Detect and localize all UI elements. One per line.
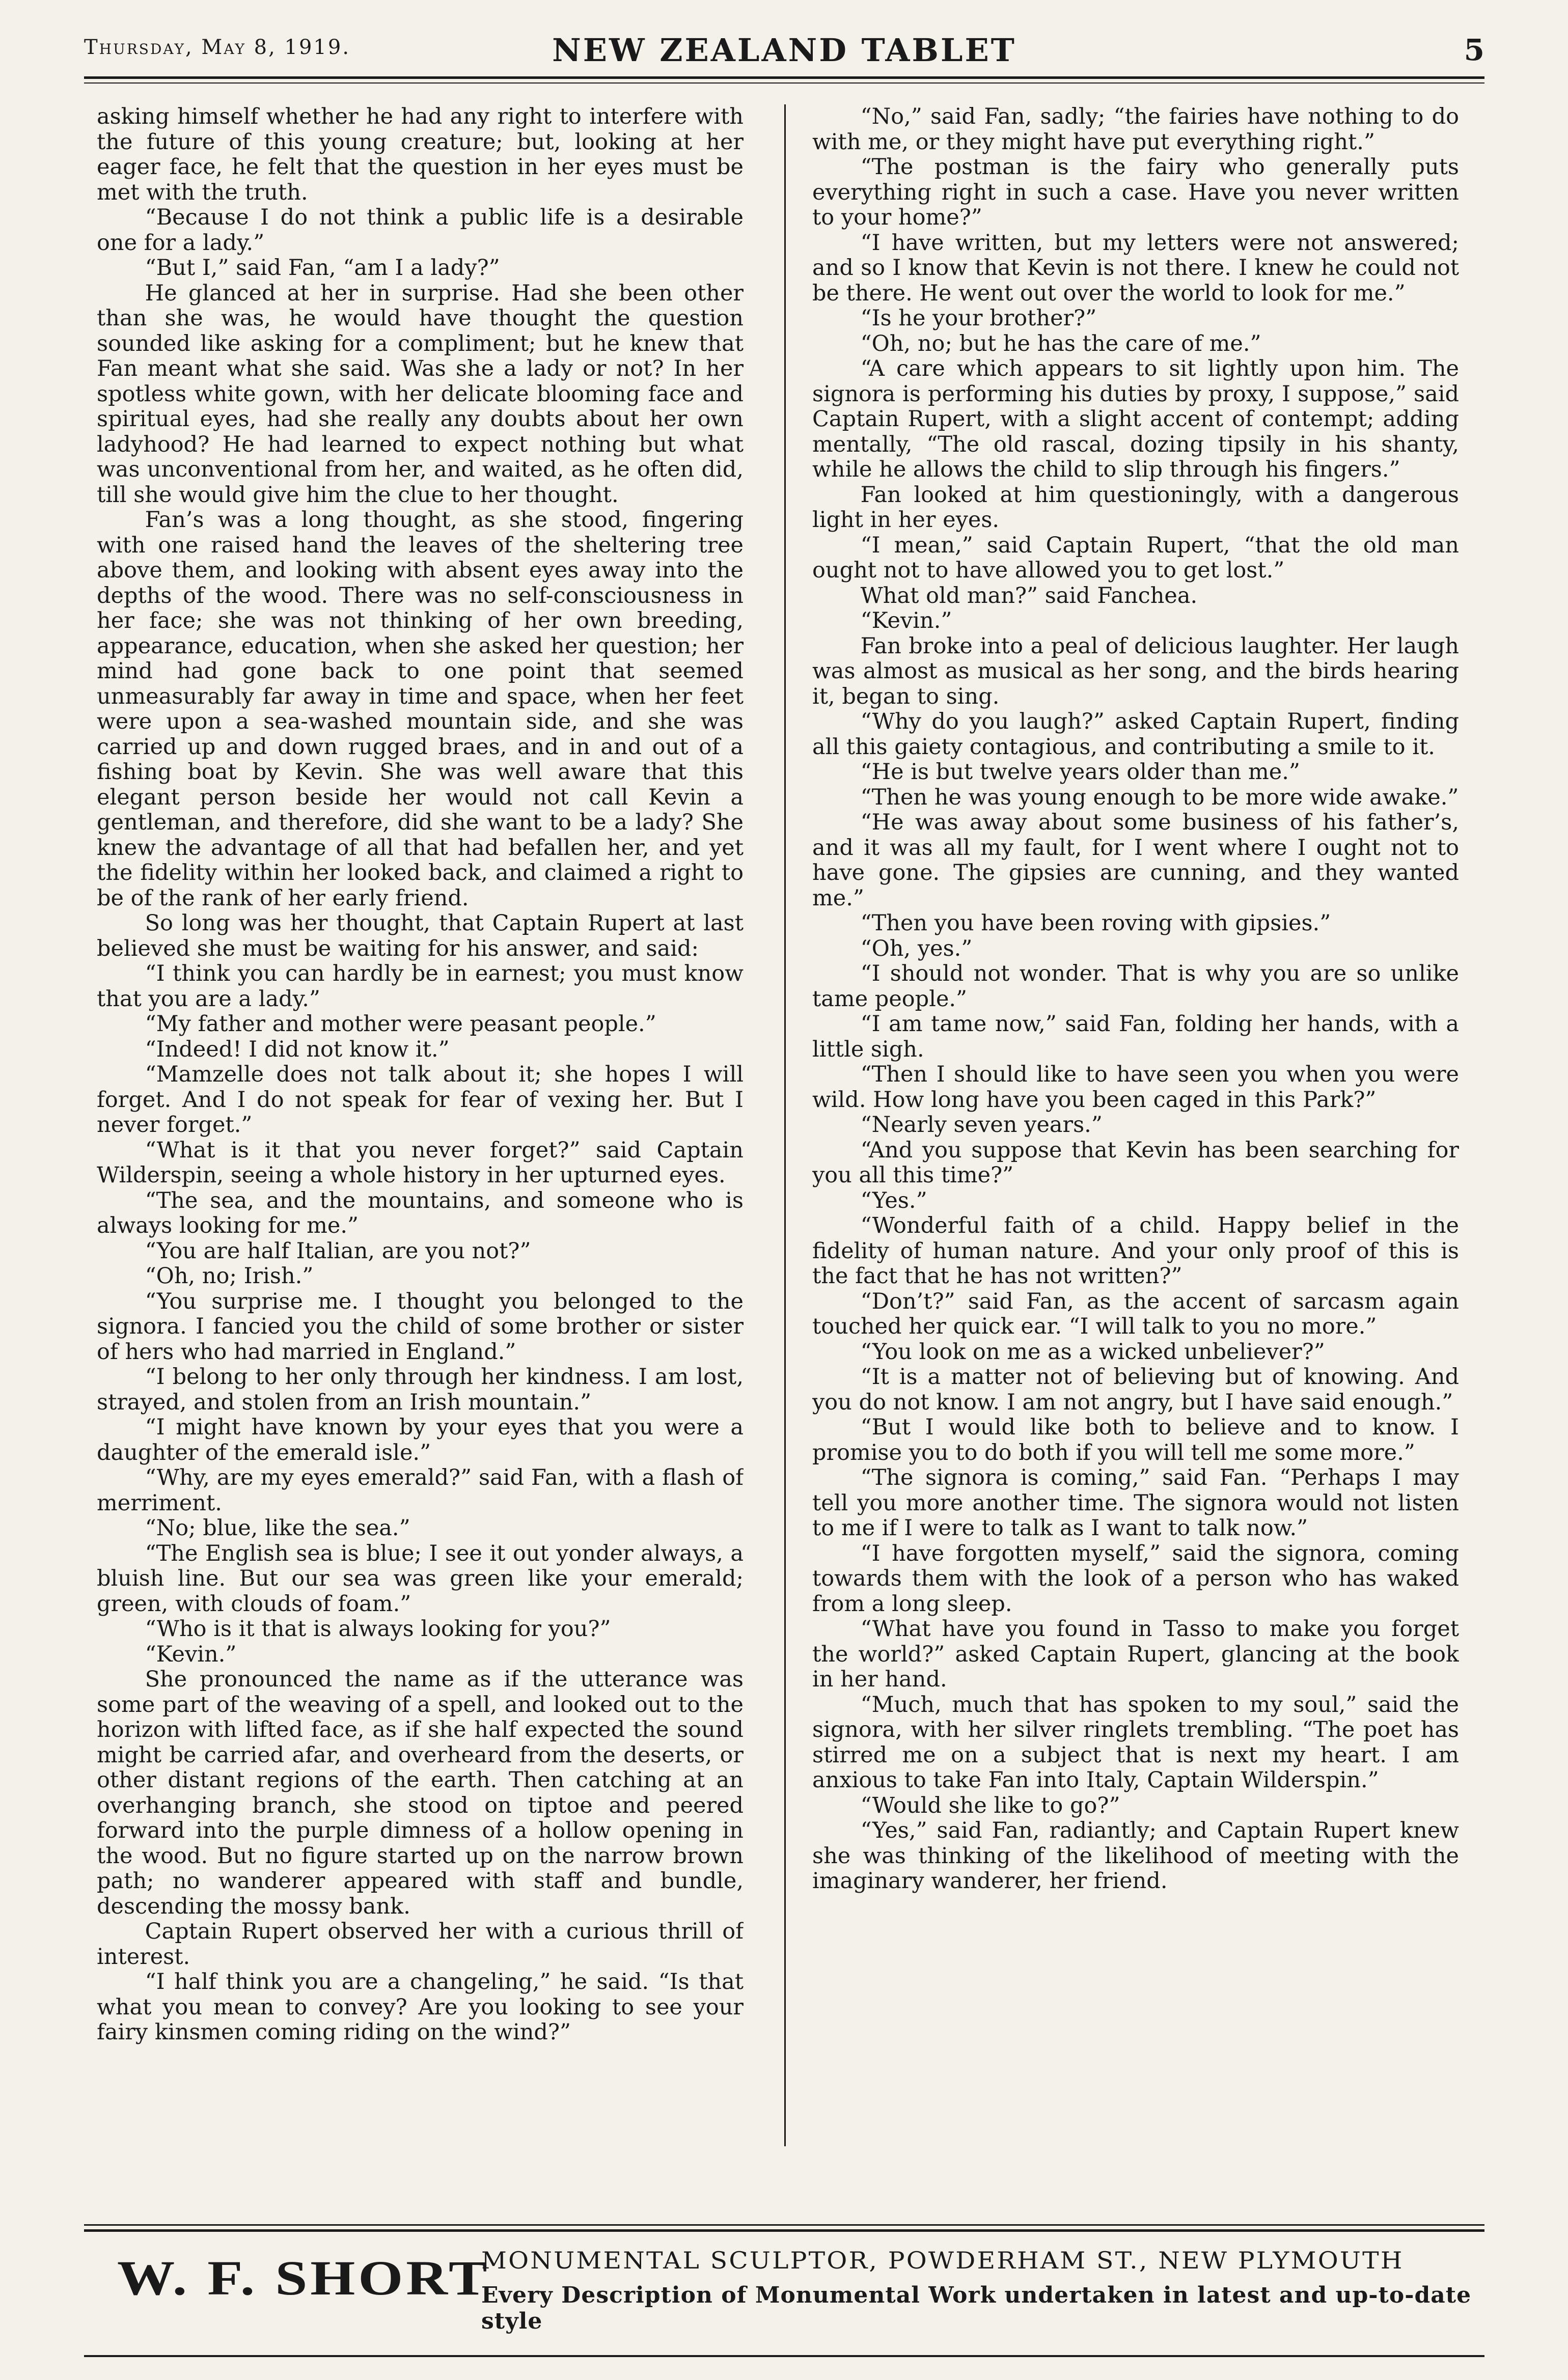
- paragraph: “I have written, but my letters were not answered; and so I know that Kevin is not there. I knew he could not be there. He went out over the world to look for me.”: [812, 230, 1459, 306]
- paragraph: “What have you found in Tasso to make you forget the world?” asked Captain Rupert, glancing at the book in her hand.: [812, 1616, 1459, 1692]
- paragraph: “Kevin.”: [860, 608, 952, 633]
- paragraph: “Mamzelle does not talk about it; she hopes I will forget. And I do not speak for fear of vexing her. But I never forget.”: [97, 1062, 744, 1138]
- paragraph: “No,” said Fan, sadly; “the fairies have nothing to do with me, or they might have put everything right.”: [812, 104, 1459, 155]
- paragraph: Fan’s was a long thought, as she stood, fingering with one raised hand the leaves of the sheltering tree above them, and looking with absent eyes away into the depths of the wood. There was no self-consciousness in her face; she was not thinking of her own breeding, appearance, education, when she asked her question; her mind had gone back to one point that seemed unmeasurably far away in time and space, when her feet were upon a sea-washed mountain side, and she was carried up and down rugged braes, and in and out of a fishing boat by Kevin. She was well aware that this elegant person beside her would not call Kevin a gentleman, and therefore, did she want to be a lady? She knew the advantage of all that had befallen her, and yet the fidelity within her looked back, and claimed a right to be of the rank of her early friend.: [97, 507, 744, 911]
- advertiser-address: MONUMENTAL SCULPTOR, POWDERHAM ST., NEW PLYMOUTH: [481, 2247, 1404, 2274]
- advertiser-name: W. F. SHORT: [117, 2251, 490, 2305]
- paragraph: “I belong to her only through her kindness. I am lost, strayed, and stolen from an Irish mountain.”: [97, 1364, 744, 1415]
- paragraph: “You surprise me. I thought you belonged to the signora. I fancied you the child of some brother or sister of hers who had married in England.”: [97, 1288, 744, 1365]
- header-rule-thin: [84, 82, 1484, 84]
- paragraph: “Wonderful faith of a child. Happy belief in the fidelity of human nature. And your only proof of this is the fact that he has not written?”: [812, 1213, 1459, 1289]
- paragraph: “A care which appears to sit lightly upon him. The signora is performing his duties by proxy, I suppose,” said Captain Rupert, with a slight accent of contempt; adding mentally, “The old rascal, dozing tipsily in his shanty, while he allows the child to slip through his fingers.”: [812, 356, 1459, 482]
- right-column: [812, 104, 1459, 2151]
- page-number: 5: [1464, 33, 1484, 67]
- paragraph: “The signora is coming,” said Fan. “Perhaps I may tell you more another time. The signora would not listen to me if I were to talk as I want to talk now.”: [812, 1465, 1459, 1541]
- paragraph: “Because I do not think a public life is a desirable one for a lady.”: [97, 205, 744, 256]
- page-bottom-rule: [84, 2355, 1484, 2357]
- paragraph: “It is a matter not of believing but of knowing. And you do not know. I am not angry, but I have said enough.”: [812, 1364, 1459, 1415]
- paragraph: “Indeed! I did not know it.”: [145, 1036, 450, 1062]
- paragraph: “I half think you are a changeling,” he said. “Is that what you mean to convey? Are you looking to see your fairy kinsmen coming riding on the wind?”: [97, 1969, 744, 2045]
- paragraph: “Nearly seven years.”: [860, 1112, 1103, 1138]
- paragraph: “The English sea is blue; I see it out yonder always, a bluish line. But our sea was green like your emerald; green, with clouds of foam.”: [97, 1540, 744, 1617]
- paragraph: “Yes.”: [860, 1187, 927, 1213]
- paragraph: “The postman is the fairy who generally puts everything right in such a case. Have you never written to your home?”: [812, 154, 1459, 230]
- paragraph: “I am tame now,” said Fan, folding her hands, with a little sigh.: [812, 1011, 1459, 1062]
- paragraph: “Then I should like to have seen you when you were wild. How long have you been caged in this Park?”: [812, 1062, 1459, 1113]
- paragraph: She pronounced the name as if the utterance was some part of the weaving of a spell, and looked out to the horizon with lifted face, as if she half expected the sound might be carried afar, and overheard from the deserts, or other distant regions of the earth. Then catching at an overhanging branch, she stood on tiptoe and peered forward into the purple dimness of a hollow opening in the wood. But no figure started up on the narrow brown path; no wanderer appeared with staff and bundle, descending the mossy bank.: [97, 1667, 744, 1919]
- paragraph: “My father and mother were peasant people.”: [145, 1011, 656, 1037]
- paragraph: “I think you can hardly be in earnest; you must know that you are a lady.”: [97, 961, 744, 1012]
- paragraph: “Why, are my eyes emerald?” said Fan, with a flash of merriment.: [97, 1465, 744, 1516]
- paragraph: “But I would like both to believe and to know. I promise you to do both if you will tell me some more.”: [812, 1415, 1459, 1465]
- newspaper-title: NEW ZEALAND TABLET: [552, 32, 1016, 69]
- advertiser-tagline: Every Description of Monumental Work undertaken in latest and up-to-date style: [481, 2282, 1472, 2334]
- paragraph: What old man?” said Fanchea.: [860, 583, 1198, 608]
- paragraph: “Oh, no; Irish.”: [145, 1263, 314, 1289]
- paragraph: “He was away about some business of his father’s, and it was all my fault, for I went where I ought not to have gone. The gipsies are cunning, and they wanted me.”: [812, 810, 1459, 911]
- left-column: [97, 104, 744, 2151]
- masthead: [84, 32, 1484, 74]
- paragraph: “You are half Italian, are you not?”: [145, 1238, 531, 1264]
- paragraph: “Kevin.”: [145, 1641, 237, 1667]
- issue-date: Thursday, May 8, 1919.: [84, 36, 351, 59]
- paragraph: “You look on me as a wicked unbeliever?”: [860, 1339, 1325, 1365]
- paragraph: “The sea, and the mountains, and someone who is always looking for me.”: [97, 1187, 744, 1238]
- paragraph: “Why do you laugh?” asked Captain Rupert, finding all this gaiety contagious, and contributing a smile to it.: [812, 709, 1459, 760]
- footer-rule-thin: [84, 2224, 1484, 2226]
- paragraph: He glanced at her in surprise. Had she been other than she was, he would have thought the question sounded like asking for a compliment; but he knew that Fan meant what she said. Was she a lady or not? In her spotless white gown, with her delicate blooming face and spiritual eyes, had she really any doubts about her own ladyhood? He had learned to expect nothing but what was unconventional from her, and waited, as he often did, till she would give him the clue to her thought.: [97, 280, 744, 508]
- footer-rule: [84, 2229, 1484, 2232]
- paragraph: “I have forgotten myself,” said the signora, coming towards them with the look of a person who has waked from a long sleep.: [812, 1540, 1459, 1617]
- paragraph: “But I,” said Fan, “am I a lady?”: [145, 255, 500, 281]
- paragraph: “Oh, no; but he has the care of me.”: [860, 330, 1261, 356]
- paragraph: “Oh, yes.”: [860, 935, 973, 961]
- paragraph: Fan broke into a peal of delicious laughter. Her laugh was almost as musical as her song, and the birds hearing it, began to sing.: [812, 633, 1459, 709]
- header-rule: [84, 76, 1484, 79]
- paragraph: “I might have known by your eyes that you were a daughter of the emerald isle.”: [97, 1415, 744, 1465]
- paragraph: Captain Rupert observed her with a curious thrill of interest.: [97, 1919, 744, 1970]
- paragraph: “He is but twelve years older than me.”: [860, 759, 1300, 785]
- paragraph: “Who is it that is always looking for you?”: [145, 1616, 611, 1642]
- paragraph: “Then you have been roving with gipsies.”: [860, 910, 1331, 936]
- paragraph: “I mean,” said Captain Rupert, “that the old man ought not to have allowed you to get lost.”: [812, 532, 1459, 583]
- paragraph: Fan looked at him questioningly, with a dangerous light in her eyes.: [812, 482, 1459, 533]
- paragraph: “Much, much that has spoken to my soul,” said the signora, with her silver ringlets trembling. “The poet has stirred me on a subject that is next my heart. I am anxious to take Fan into Italy, Captain Wilderspin.”: [812, 1692, 1459, 1793]
- paragraph: “Is he your brother?”: [860, 306, 1097, 331]
- paragraph: “Yes,” said Fan, radiantly; and Captain Rupert knew she was thinking of the likelihood of meeting with the imaginary wanderer, her friend.: [812, 1818, 1459, 1894]
- column-divider: [784, 104, 786, 2146]
- paragraph: “Don’t?” said Fan, as the accent of sarcasm again touched her quick ear. “I will talk to you no more.”: [812, 1288, 1459, 1339]
- paragraph: “Would she like to go?”: [860, 1792, 1120, 1818]
- paragraph: asking himself whether he had any right to interfere with the future of this young creature; but, looking at her eager face, he felt that the question in her eyes must be met with the truth.: [97, 104, 744, 205]
- advertisement: [117, 2240, 1487, 2353]
- paragraph: “No; blue, like the sea.”: [145, 1515, 410, 1541]
- paragraph: “I should not wonder. That is why you are so unlike tame people.”: [812, 961, 1459, 1012]
- paragraph: “What is it that you never forget?” said Captain Wilderspin, seeing a whole history in her upturned eyes.: [97, 1137, 744, 1188]
- paragraph: “Then he was young enough to be more wide awake.”: [860, 784, 1459, 810]
- paragraph: “And you suppose that Kevin has been searching for you all this time?”: [812, 1137, 1459, 1188]
- paragraph: So long was her thought, that Captain Rupert at last believed she must be waiting for his answer, and said:: [97, 910, 744, 961]
